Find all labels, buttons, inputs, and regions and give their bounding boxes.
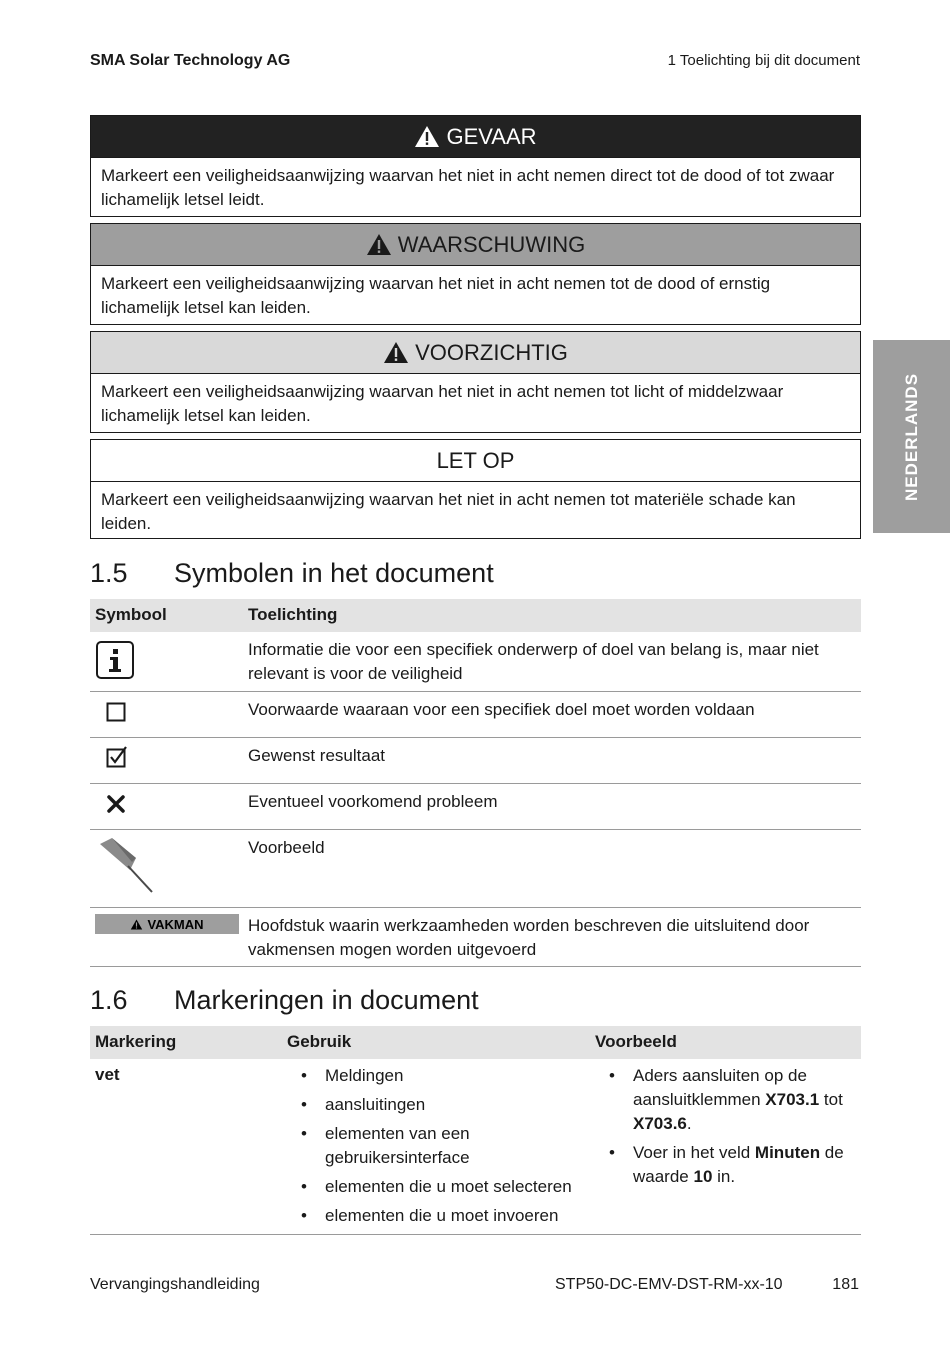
footer-doc-type: Vervangingshandleiding [90, 1276, 260, 1293]
warning-box-caution-title: VOORZICHTIG [415, 339, 568, 365]
example-bold: 10 [693, 1167, 713, 1186]
warning-box-notice-title: LET OP [436, 447, 515, 473]
table-row [90, 692, 861, 738]
warning-icon [414, 125, 440, 148]
vakman-badge-label: VAKMAN [147, 916, 204, 932]
col-header-usage: Gebruik [287, 1032, 352, 1051]
warning-box-danger [90, 115, 861, 217]
table-row [90, 830, 861, 908]
list-item: • elementen van een gebruikersinterface [325, 1122, 595, 1170]
warning-box-notice-header [91, 440, 860, 482]
row-text: Hoofdstuk waarin werkzaamheden worden beschreven die uitsluitend door vakmensen mogen worden uitgevoerd [248, 916, 810, 959]
checkbox-checked-icon [106, 746, 128, 768]
footer-doc-code: STP50-DC-EMV-DST-RM-xx-10 [555, 1276, 783, 1293]
example-list [633, 1064, 858, 1194]
info-icon [95, 640, 135, 680]
warning-box-notice [90, 439, 861, 539]
warning-box-danger-title: GEVAAR [446, 123, 537, 149]
example-text: Voer in het veld [633, 1143, 755, 1162]
warning-box-danger-header [91, 116, 860, 158]
symbols-table-header [90, 599, 861, 632]
warning-icon [383, 341, 409, 364]
col-header-example: Voorbeeld [595, 1032, 677, 1051]
row-text: Eventueel voorkomend probleem [248, 792, 498, 811]
row-text: Voorbeeld [248, 838, 325, 857]
section-title-markings [90, 985, 479, 1016]
warning-icon [366, 233, 392, 256]
checkbox-empty-icon [106, 702, 126, 722]
section-number: 1.6 [90, 985, 128, 1015]
example-text: in. [712, 1167, 736, 1186]
warning-box-caution [90, 331, 861, 433]
warning-icon [130, 919, 143, 930]
list-item: • Meldingen [325, 1064, 595, 1088]
example-text: de waarde [633, 1143, 844, 1186]
section-title-symbols [90, 558, 494, 589]
cross-icon [107, 795, 125, 813]
example-text: . [686, 1114, 692, 1133]
example-bold: X703.1 [765, 1090, 820, 1109]
pushpin-icon [96, 836, 156, 896]
warning-box-warning-header [91, 224, 860, 266]
row-text: Informatie die voor een specifiek onderwerp of doel van belang is, maar niet relevant is voor de veiligheid [248, 640, 819, 683]
table-row [90, 908, 861, 967]
col-header-marking: Markering [95, 1032, 177, 1051]
warning-box-warning-title: WAARSCHUWING [397, 231, 586, 257]
section-heading: Markeringen in document [174, 985, 479, 1015]
list-item [633, 1141, 858, 1189]
section-heading: Symbolen in het document [174, 558, 494, 588]
warning-box-caution-header [91, 332, 860, 374]
example-text: Aders aansluiten op de aansluitklemmen [633, 1066, 807, 1109]
language-tab [873, 340, 950, 533]
section-number: 1.5 [90, 558, 128, 588]
example-bold: Minuten [754, 1143, 821, 1162]
language-tab-label: NEDERLANDS [901, 372, 921, 501]
example-bold: X703.6 [633, 1114, 687, 1133]
col-header-explanation: Toelichting [248, 605, 338, 624]
header-chapter: 1 Toelichting bij dit document [667, 52, 860, 69]
warning-box-danger-text: Markeert een veiligheidsaanwijzing waarvan het niet in acht nemen direct tot de dood of tot zwaar lichamelijk letsel leidt. [101, 166, 835, 209]
row-text: Gewenst resultaat [248, 746, 386, 765]
list-item: • aansluitingen [325, 1093, 595, 1117]
list-item: • elementen die u moet selecteren [325, 1175, 595, 1199]
warning-box-caution-text: Markeert een veiligheidsaanwijzing waarvan het niet in acht nemen tot licht of middelzwaar lichamelijk letsel kan leiden. [101, 382, 784, 425]
markings-table-header [90, 1026, 861, 1059]
footer-page-number: 181 [832, 1276, 859, 1293]
vakman-badge [95, 914, 239, 934]
warning-box-warning-text: Markeert een veiligheidsaanwijzing waarvan het niet in acht nemen tot de dood of ernstig lichamelijk letsel kan leiden. [101, 274, 771, 317]
warning-box-warning [90, 223, 861, 325]
table-row [90, 1059, 861, 1235]
col-header-symbol: Symbool [95, 605, 167, 624]
table-row [90, 738, 861, 784]
warning-box-notice-text: Markeert een veiligheidsaanwijzing waarvan het niet in acht nemen tot materiële schade kan leiden. [101, 490, 796, 533]
example-text: tot [819, 1090, 843, 1109]
header-company: SMA Solar Technology AG [90, 52, 291, 69]
usage-list [325, 1064, 595, 1233]
list-item [633, 1064, 858, 1136]
table-row [90, 632, 861, 692]
row-text: Voorwaarde waaraan voor een specifiek doel moet worden voldaan [248, 700, 755, 719]
marking-bold: vet [95, 1065, 120, 1084]
table-row [90, 784, 861, 830]
list-item: • elementen die u moet invoeren [325, 1204, 595, 1228]
